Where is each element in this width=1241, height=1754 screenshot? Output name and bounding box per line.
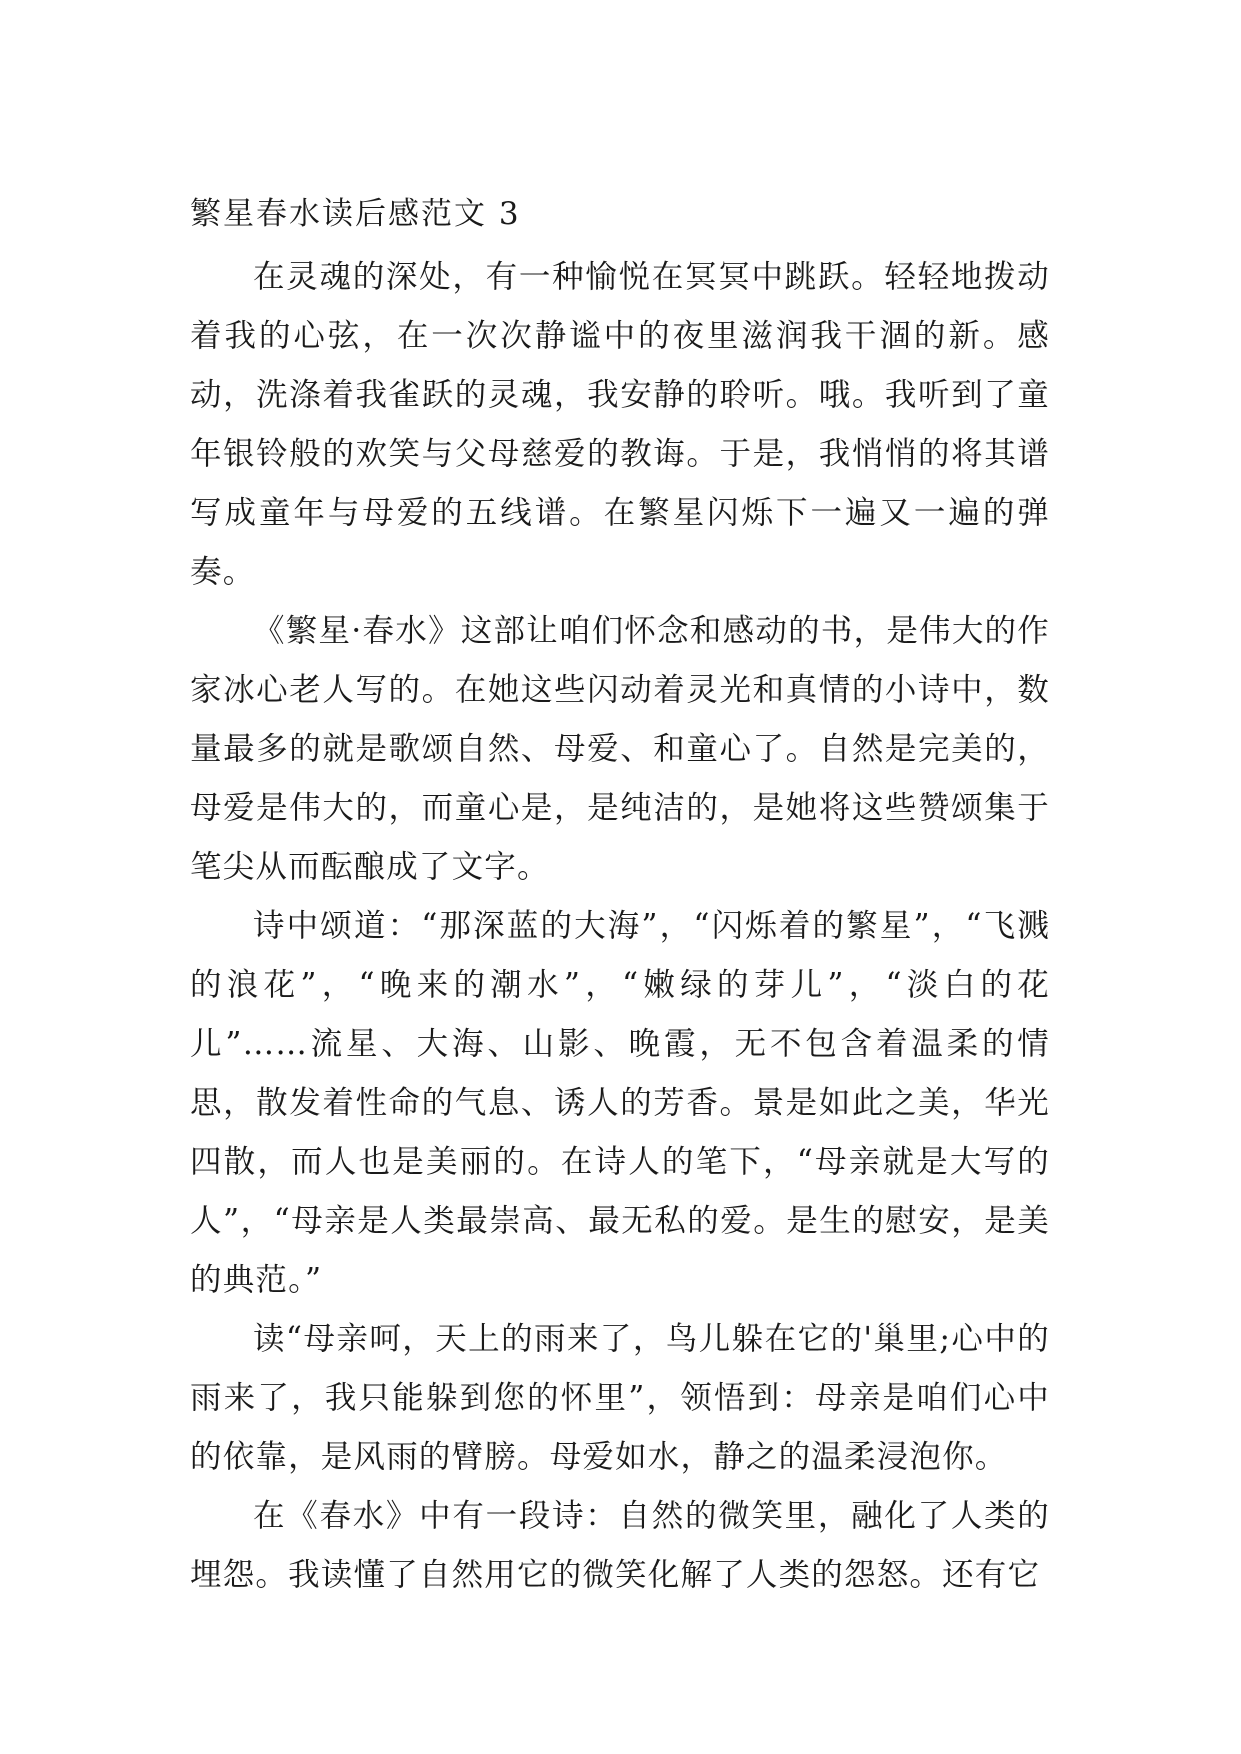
- document-title: 繁星春水读后感范文 3: [190, 196, 521, 232]
- paragraph-4: 读“母亲呵，天上的雨来了，鸟儿躲在它的'巢里;心中的雨来了，我只能躲到您的怀里”，领悟到：母亲是咱们心中的依靠，是风雨的臂膀。母爱如水，静之的温柔浸泡你。: [190, 1321, 1050, 1475]
- paragraph-3: 诗中颂道：“那深蓝的大海”，“闪烁着的繁星”，“飞溅的浪花”，“晚来的潮水”，“嫩绿的芽儿”，“淡白的花儿”……流星、大海、山影、晚霞，无不包含着温柔的情思，散发着性命的气息、诱人的芳香。景是如此之美，华光四散，而人也是美丽的。在诗人的笔下，“母亲就是大写的人”，“母亲是人类最崇高、最无私的爱。是生的慰安，是美的典范。”: [190, 908, 1050, 1298]
- document-page: [190, 190, 1050, 1605]
- title-spacer: [190, 238, 1050, 248]
- paragraph-2: 《繁星·春水》这部让咱们怀念和感动的书，是伟大的作家冰心老人写的。在她这些闪动着灵光和真情的小诗中，数量最多的就是歌颂自然、母爱、和童心了。自然是完美的，母爱是伟大的，而童心是，是纯洁的，是她将这些赞颂集于笔尖从而酝酿成了文字。: [190, 613, 1050, 885]
- paragraph-1: 在灵魂的深处，有一种愉悦在冥冥中跳跃。轻轻地拨动着我的心弦，在一次次静谧中的夜里滋润我干涸的新。感动，洗涤着我雀跃的灵魂，我安静的聆听。哦。我听到了童年银铃般的欢笑与父母慈爱的教诲。于是，我悄悄的将其谱写成童年与母爱的五线谱。在繁星闪烁下一遍又一遍的弹奏。: [190, 259, 1050, 590]
- paragraph-5: 在《春水》中有一段诗：自然的微笑里，融化了人类的埋怨。我读懂了自然用它的微笑化解了人类的怨怒。还有它: [190, 1498, 1050, 1593]
